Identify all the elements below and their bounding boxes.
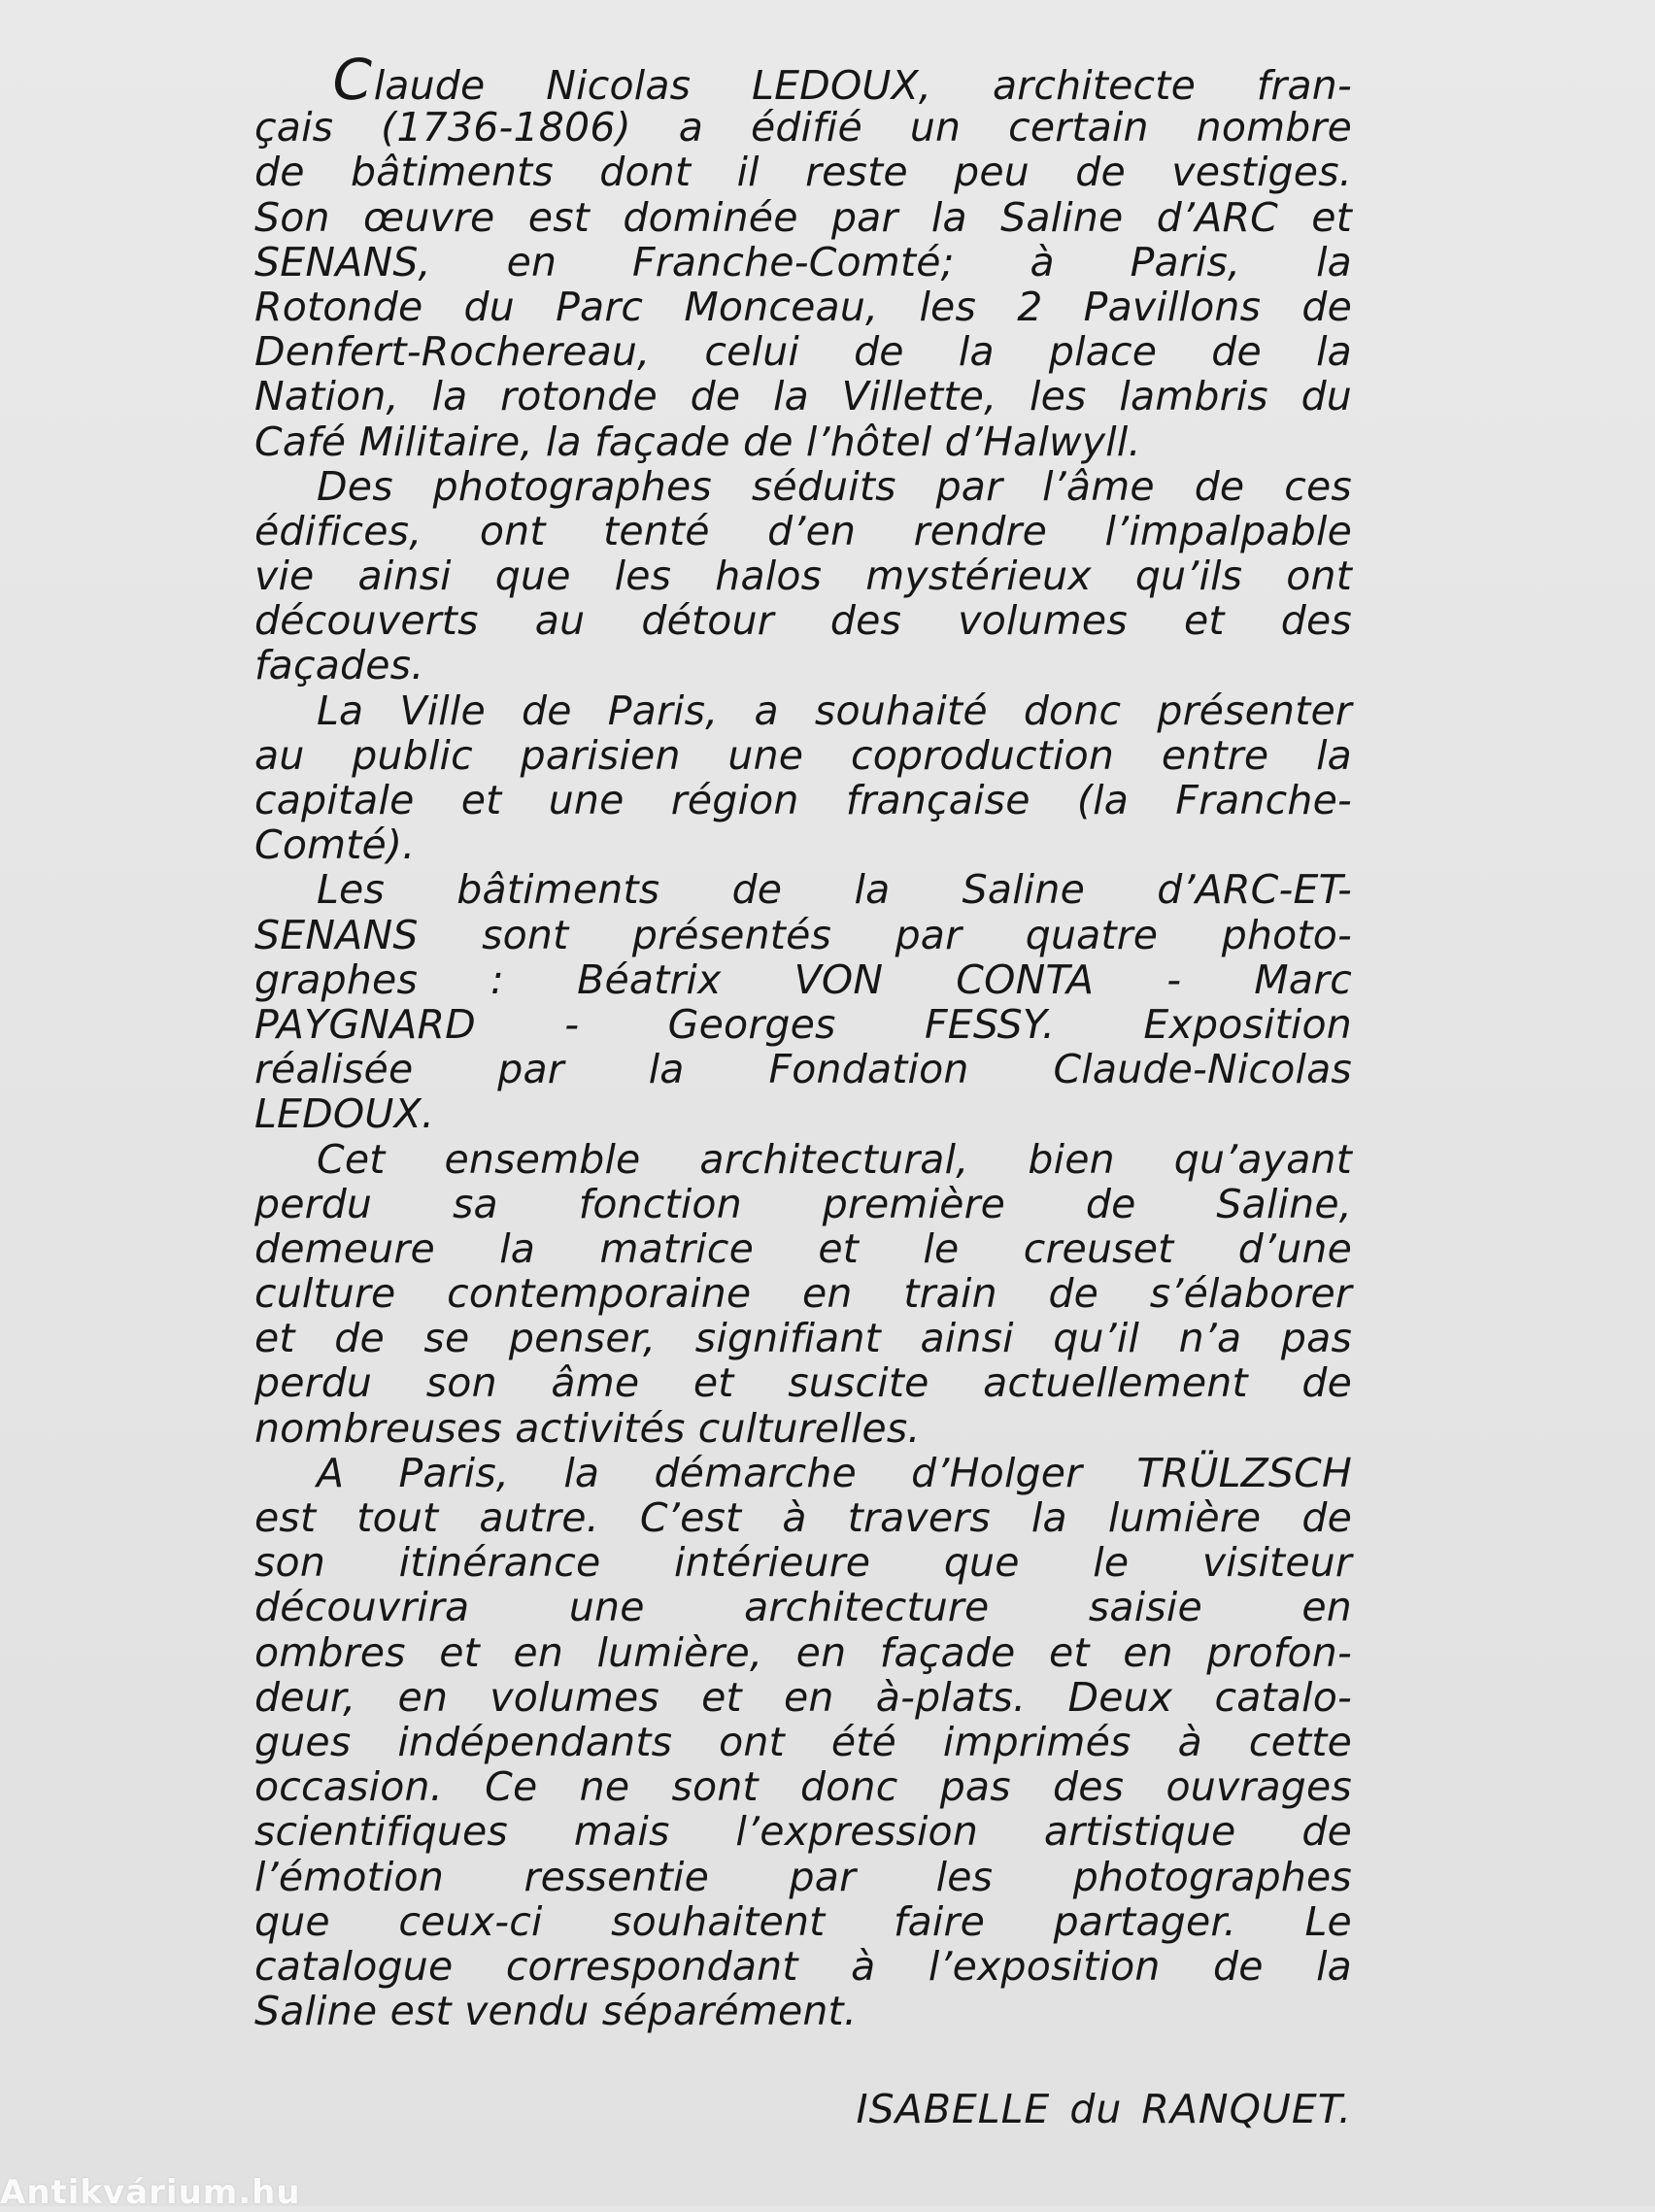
text-line: que ceux-ci souhaitent faire partager. Le bbox=[254, 1897, 1352, 1945]
text-line: ombres et en lumière, en façade et en profon- bbox=[254, 1628, 1352, 1676]
text-line: découverts au détour des volumes et des bbox=[254, 597, 1352, 645]
text-line: Saline est vendu séparément. bbox=[254, 1988, 858, 2035]
text-line: culture contemporaine en train de s’élaborer bbox=[254, 1270, 1352, 1318]
text-line: Son œuvre est dominée par la Saline d’ARC et bbox=[254, 193, 1352, 241]
text-line: SENANS sont présentés par quatre photo- bbox=[254, 911, 1352, 958]
text-line: occasion. Ce ne sont donc pas des ouvrages bbox=[254, 1763, 1352, 1811]
body-text bbox=[254, 47, 1352, 2035]
text-line: perdu sa fonction première de Saline, bbox=[254, 1180, 1352, 1227]
text-line: Denfert-Rochereau, celui de la place de la bbox=[254, 328, 1352, 376]
text-line: découvrira une architecture saisie en bbox=[254, 1584, 1352, 1631]
text-line: Nation, la rotonde de la Villette, les lambris du bbox=[254, 373, 1352, 420]
text-line: de bâtiments dont il reste peu de vestiges. bbox=[254, 149, 1352, 196]
text-line: Cet ensemble architectural, bien qu’ayant bbox=[317, 1135, 1352, 1183]
text-line: demeure la matrice et le creuset d’une bbox=[254, 1224, 1352, 1272]
text-line: nombreuses activités culturelles. bbox=[254, 1404, 921, 1452]
watermark: Antikvárium.hu bbox=[0, 2173, 301, 2212]
text-line: perdu son âme et suscite actuellement de bbox=[254, 1359, 1352, 1407]
text-line: l’émotion ressentie par les photographes bbox=[254, 1853, 1352, 1900]
text-line: son itinérance intérieure que le visiteur bbox=[254, 1539, 1352, 1587]
text-line: scientifiques mais l’expression artistique de bbox=[254, 1808, 1352, 1856]
text-line: LEDOUX. bbox=[254, 1090, 435, 1138]
text-line: A Paris, la démarche d’Holger TRÜLZSCH bbox=[317, 1449, 1352, 1496]
text-line: deur, en volumes et en à-plats. Deux catalo- bbox=[254, 1673, 1352, 1721]
text-line: gues indépendants ont été imprimés à cette bbox=[254, 1718, 1352, 1765]
text-line: Les bâtiments de la Saline d’ARC-ET- bbox=[317, 866, 1352, 914]
author-signature: ISABELLE du RANQUET. bbox=[856, 2086, 1352, 2132]
text-line: et de se penser, signifiant ainsi qu’il n’a pas bbox=[254, 1315, 1352, 1362]
text-line: façades. bbox=[254, 642, 424, 689]
text-line: réalisée par la Fondation Claude-Nicolas bbox=[254, 1046, 1352, 1093]
drop-cap: C bbox=[326, 47, 378, 113]
text-line: Rotonde du Parc Monceau, les 2 Pavillons de bbox=[254, 283, 1352, 330]
text-line: SENANS, en Franche-Comté; à Paris, la bbox=[254, 238, 1352, 285]
text-line: édifices, ont tenté d’en rendre l’impalpable bbox=[254, 507, 1352, 554]
text-line: La Ville de Paris, a souhaité donc présenter bbox=[317, 687, 1352, 734]
text-line: au public parisien une coproduction entre la bbox=[254, 731, 1352, 779]
text-line: vie ainsi que les halos mystérieux qu’ils ont bbox=[254, 553, 1352, 600]
text-line: çais (1736-1806) a édifié un certain nombre bbox=[254, 104, 1352, 151]
text-line: capitale et une région française (la Franche- bbox=[254, 777, 1352, 823]
text-line: PAYGNARD - Georges FESSY. Exposition bbox=[254, 1000, 1352, 1048]
text-line: Comté). bbox=[254, 821, 416, 869]
text-line: Café Militaire, la façade de l’hôtel d’Halwyll. bbox=[254, 418, 1141, 465]
text-line: Claude Nicolas LEDOUX, architecte fran- bbox=[326, 47, 1352, 113]
text-line: graphes : Béatrix VON CONTA - Marc bbox=[254, 955, 1352, 1003]
text-line: catalogue correspondant à l’exposition de la bbox=[254, 1942, 1352, 1990]
text-line: est tout autre. C’est à travers la lumière de bbox=[254, 1494, 1352, 1541]
text-line: Des photographes séduits par l’âme de ces bbox=[317, 462, 1352, 510]
